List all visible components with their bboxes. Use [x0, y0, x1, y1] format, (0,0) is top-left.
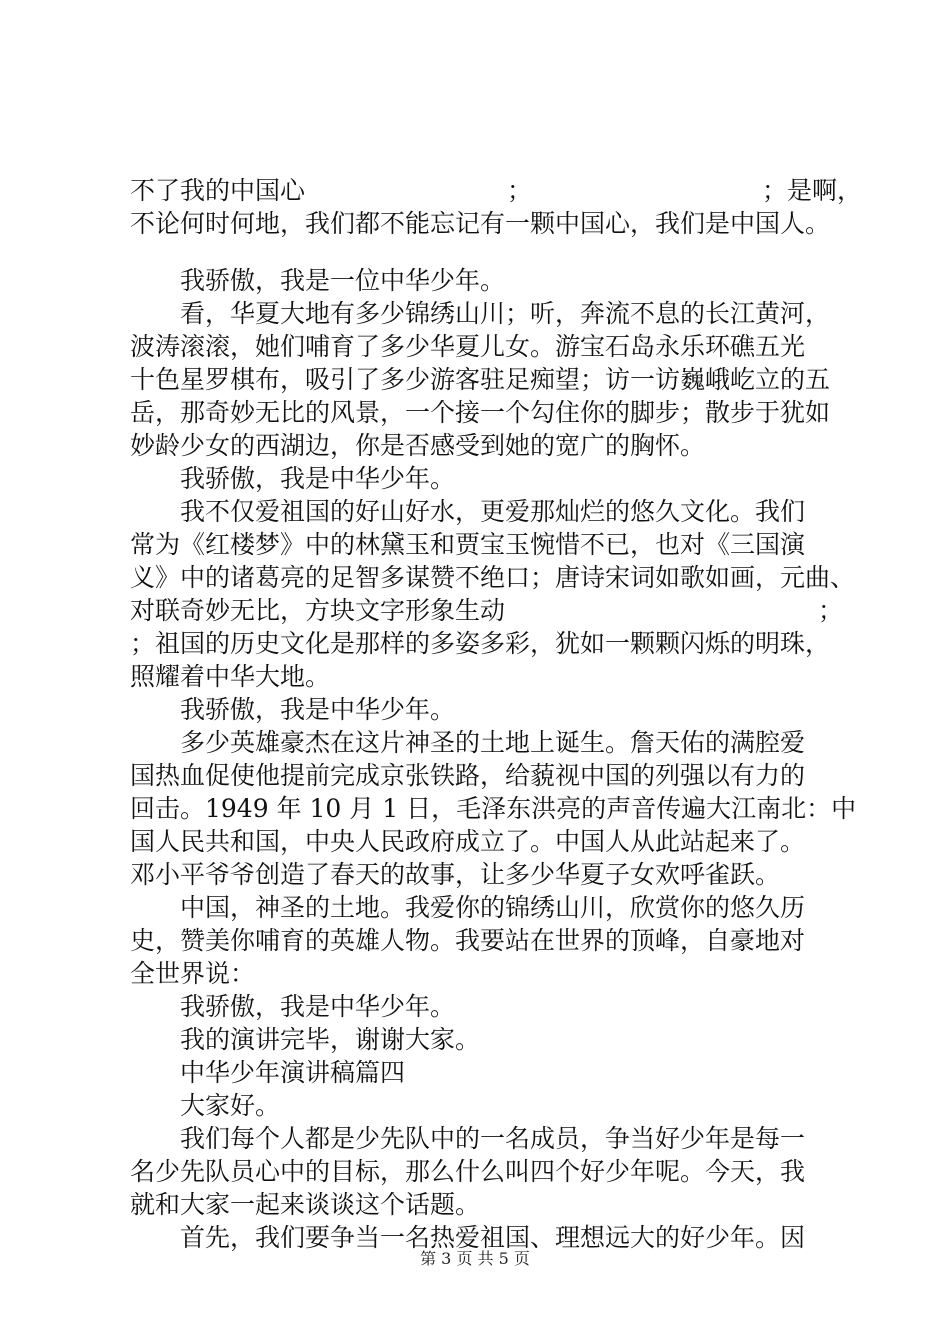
text-line [0, 1188, 950, 1222]
text-segment: 邓小平爷爷创造了春天的故事，让多少华夏子女欢呼雀跃。 [130, 860, 781, 889]
text-segment: 国热血促使他提前完成京张铁路，给藐视中国的列强以有力的 [130, 761, 806, 790]
text-line [0, 528, 950, 562]
text-line [0, 174, 950, 208]
text-segment: 不了我的中国心 [130, 176, 306, 205]
text-line [0, 957, 950, 991]
text-segment: 国人民共和国，中央人民政府成立了。中国人从此站起来了。 [130, 827, 806, 856]
text-line [0, 1155, 950, 1189]
text-segment: 岳，那奇妙无比的风景，一个接一个勾住你的脚步；散步于犹如 [130, 398, 831, 427]
text-segment: 名少先队员心中的目标，那么什么叫四个好少年呢。今天，我 [130, 1157, 806, 1186]
text-line [0, 1089, 950, 1123]
text-line [0, 363, 950, 397]
text-segment: ；祖国的历史文化是那样的多姿多彩，犹如一颗颗闪烁的明珠， [130, 629, 831, 658]
text-segment: 我的演讲完毕，谢谢大家。 [180, 1025, 481, 1054]
text-line [0, 264, 950, 298]
text-segment: 义》中的诸葛亮的足智多谋赞不绝口；唐诗宋词如歌如画，元曲、 [130, 563, 856, 592]
text-segment: 妙龄少女的西湖边，你是否感受到她的宽广的胸怀。 [130, 431, 706, 460]
text-line [0, 660, 950, 694]
text-segment: 回击。1949 年 10 月 1 日，毛泽东洪亮的声音传遍大江南北：中 [130, 794, 857, 823]
text-segment: 全世界说： [130, 959, 256, 988]
text-segment: 照耀着中华大地。 [130, 662, 331, 691]
text-segment: 不论何时何地，我们都不能忘记有一颗中国心，我们是中国人。 [130, 209, 831, 238]
text-segment: 我们每个人都是少先队中的一名成员，争当好少年是每一 [180, 1124, 806, 1153]
text-line [0, 396, 950, 430]
text-line [0, 207, 950, 241]
text-line [0, 1023, 950, 1057]
text-line [0, 990, 950, 1024]
text-line [0, 594, 950, 628]
text-line [0, 858, 950, 892]
text-line [0, 891, 950, 925]
text-segment: 我骄傲，我是中华少年。 [180, 464, 456, 493]
text-line [0, 1056, 950, 1090]
text-segment: ； [818, 596, 844, 625]
text-line [0, 693, 950, 727]
text-line [0, 924, 950, 958]
text-segment: 我骄傲，我是中华少年。 [180, 992, 456, 1021]
text-line [0, 1122, 950, 1156]
text-line [0, 561, 950, 595]
text-segment: 中国，神圣的土地。我爱你的锦绣山川，欣赏你的悠久历 [180, 893, 806, 922]
text-line [0, 429, 950, 463]
text-segment: 我骄傲，我是一位中华少年。 [180, 266, 506, 295]
text-line [0, 297, 950, 331]
text-line [0, 825, 950, 859]
text-line [0, 627, 950, 661]
page-footer: 第 3 页 共 5 页 [420, 1249, 530, 1268]
text-segment: 大家好。 [180, 1091, 281, 1120]
text-line [0, 759, 950, 793]
text-segment: 史，赞美你哺育的英雄人物。我要站在世界的顶峰，自豪地对 [130, 926, 806, 955]
text-segment: 多少英雄豪杰在这片神圣的土地上诞生。詹天佑的满腔爱 [180, 728, 806, 757]
text-segment: ；是啊， [762, 176, 863, 205]
text-segment: 我不仅爱祖国的好山好水，更爱那灿烂的悠久文化。我们 [180, 497, 806, 526]
text-line [0, 330, 950, 364]
text-line [0, 726, 950, 760]
text-line [0, 462, 950, 496]
text-segment: 看，华夏大地有多少锦绣山川；听，奔流不息的长江黄河， [180, 299, 831, 328]
text-segment: 就和大家一起来谈谈这个话题。 [130, 1190, 481, 1219]
text-segment: 对联奇妙无比，方块文字形象生动 [130, 596, 506, 625]
text-segment: 首先，我们要争当一名热爱祖国、理想远大的好少年。因 [180, 1223, 806, 1252]
text-segment: 十色星罗棋布，吸引了多少游客驻足痴望；访一访巍峨屹立的五 [130, 365, 831, 394]
text-segment: 常为《红楼梦》中的林黛玉和贾宝玉惋惜不已，也对《三国演 [130, 530, 806, 559]
text-segment: 中华少年演讲稿篇四 [180, 1058, 406, 1087]
text-segment: 波涛滚滚，她们哺育了多少华夏儿女。游宝石岛永乐环礁五光 [130, 332, 806, 361]
text-line [0, 495, 950, 529]
text-segment: ； [507, 176, 533, 205]
text-line [0, 792, 950, 826]
text-segment: 我骄傲，我是中华少年。 [180, 695, 456, 724]
